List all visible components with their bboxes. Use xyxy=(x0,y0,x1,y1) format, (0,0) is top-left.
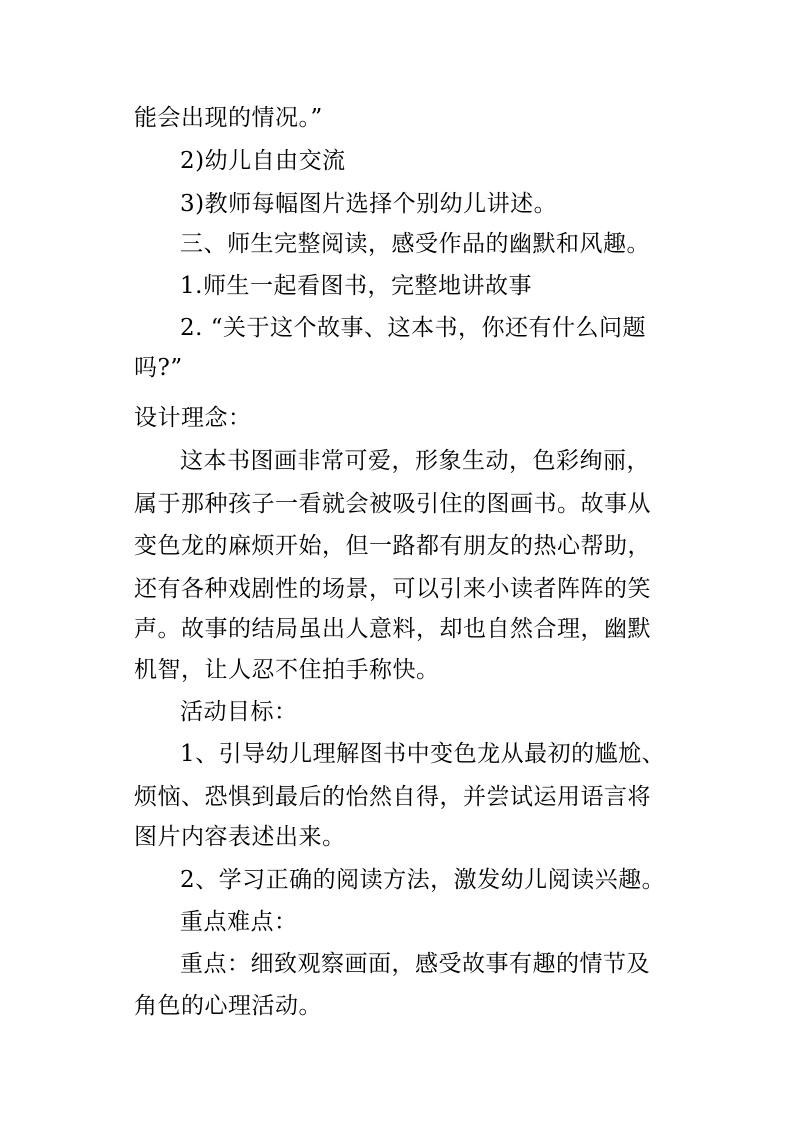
text-line-17: 烦恼、恐惧到最后的怡然自得，并尝试运用语言将 xyxy=(134,784,651,810)
section-heading-design-concept: 设计理念： xyxy=(134,405,252,431)
text-line-1: 能会出现的情况。” xyxy=(134,105,323,131)
text-line-7: 吗?” xyxy=(134,355,183,381)
text-line-4: 三、师生完整阅读，感受作品的幽默和风趣。 xyxy=(180,231,650,257)
text-line-2: 2)幼儿自由交流 xyxy=(180,148,346,174)
text-line-16: 1、引导幼儿理解图书中变色龙从最初的尴尬、 xyxy=(180,741,666,767)
text-line-10: 属于那种孩子一看就会被吸引住的图画书。故事从 xyxy=(134,491,651,517)
text-line-19: 2、学习正确的阅读方法，激发幼儿阅读兴趣。 xyxy=(180,867,666,893)
text-line-3: 3)教师每幅图片选择个别幼儿讲述。 xyxy=(180,191,558,217)
section-heading-key-points: 重点难点： xyxy=(180,909,298,935)
text-line-18: 图片内容表述出来。 xyxy=(134,824,346,850)
text-line-12: 还有各种戏剧性的场景，可以引来小读者阵阵的笑 xyxy=(134,576,651,602)
text-line-14: 机智，让人忍不住拍手称快。 xyxy=(134,657,440,683)
text-line-6: 2. “关于这个故事、这本书，你还有什么问题 xyxy=(180,315,647,341)
text-line-5: 1.师生一起看图书，完整地讲故事 xyxy=(180,273,532,299)
text-line-9: 这本书图画非常可爱，形象生动，色彩绚丽， xyxy=(180,448,650,474)
text-line-22: 角色的心理活动。 xyxy=(134,993,322,1019)
section-heading-activity-goals: 活动目标： xyxy=(180,699,298,725)
text-line-21: 重点：细致观察画面，感受故事有趣的情节及 xyxy=(180,951,650,977)
text-line-13: 声。故事的结局虽出人意料，却也自然合理，幽默 xyxy=(134,616,651,642)
text-line-11: 变色龙的麻烦开始，但一路都有朋友的热心帮助， xyxy=(134,533,651,559)
